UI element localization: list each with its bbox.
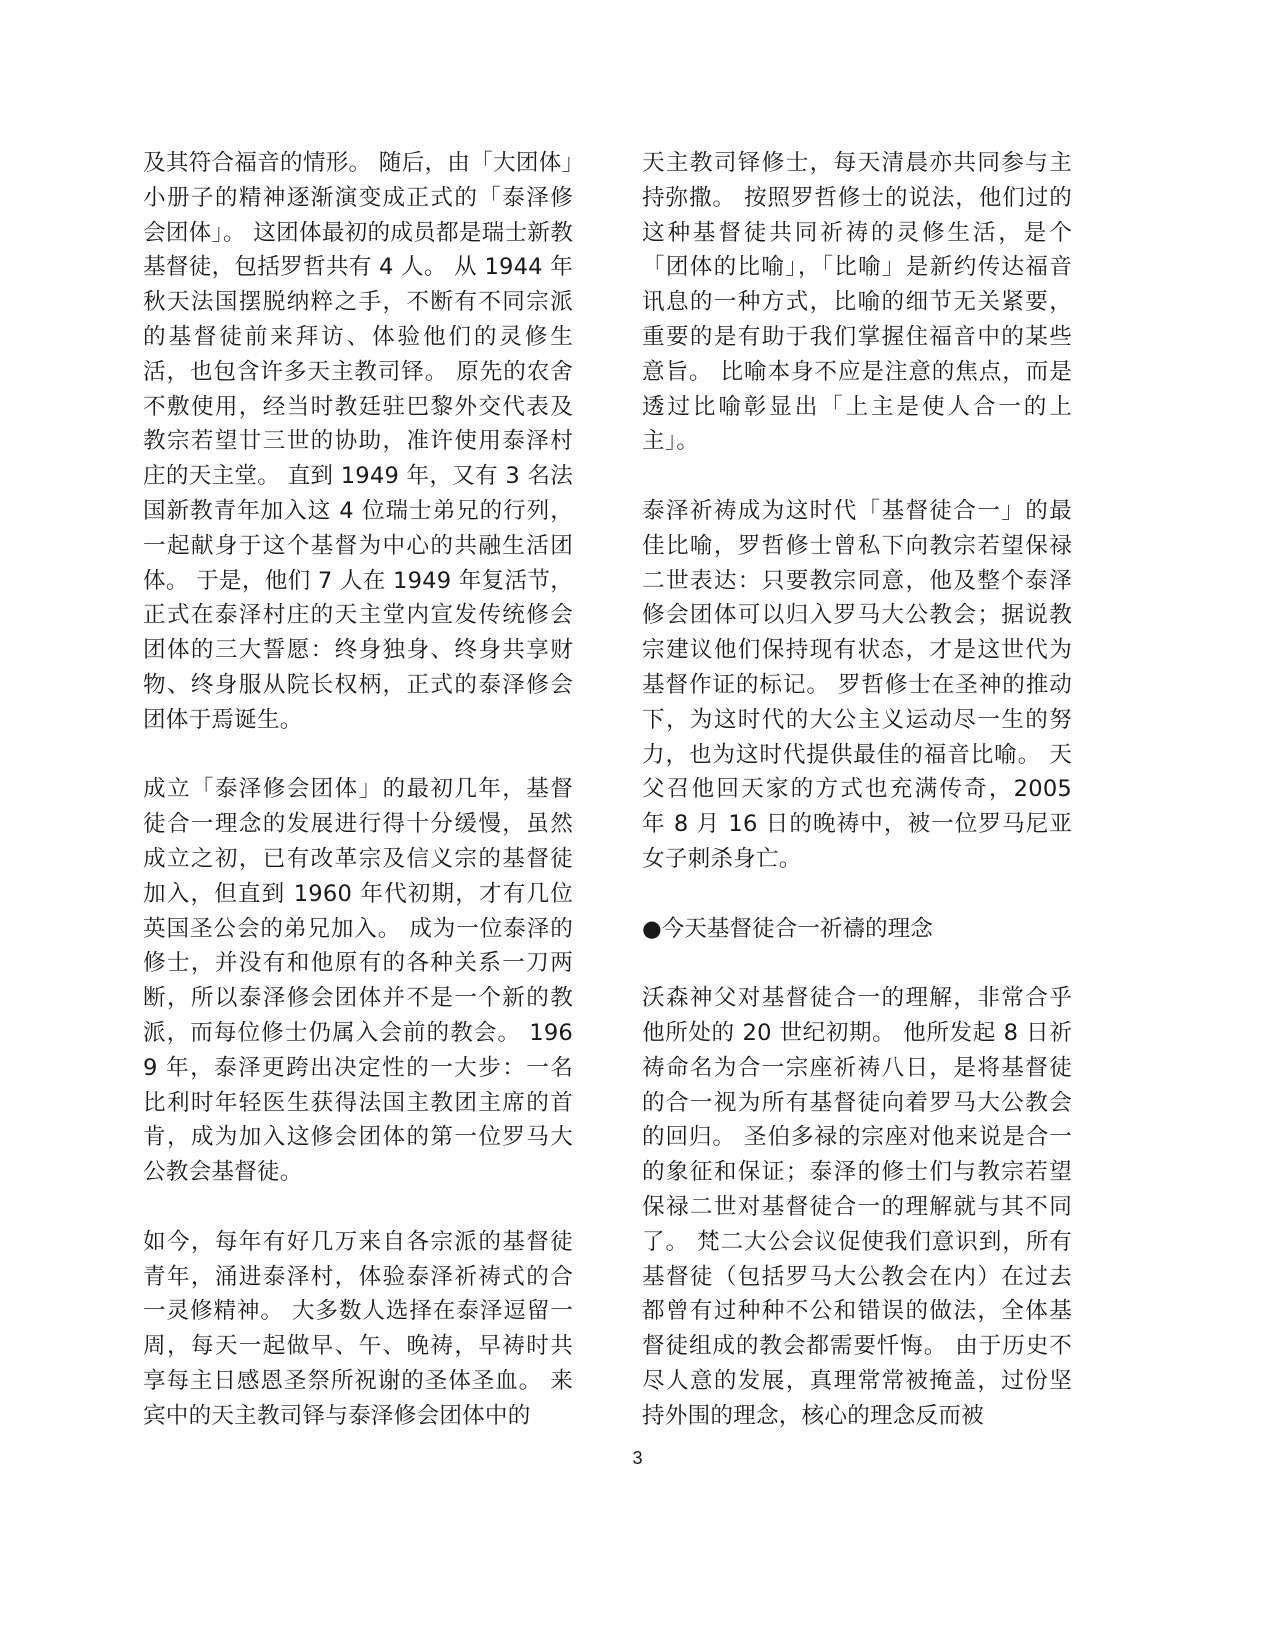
- body-paragraph: 成立「泰泽修会团体」的最初几年，基督徒合一理念的发展进行得十分缓慢，虽然成立之初，已有改革宗及信义宗的基督徒加入，但直到 1960 年代初期，才有几位英国圣公会的弟兄加入。 成为一位泰泽的修士，并没有和他原有的各种关系一刀两断，所以泰泽修会团体并不是一个新的教派，而每位修士仍属入会前的教会。 1969 年，泰泽更跨出决定性的一大步：一名比利时年轻医生获得法国主教团主席的首肯，成为加入这修会团体的第一位罗马大公教会基督徒。: [143, 776, 573, 1186]
- body-paragraph: 沃森神父对基督徒合一的理解，非常合乎他所处的 20 世纪初期。 他所发起 8 日祈祷命名为合一宗座祈祷八日，是将基督徒的合一视为所有基督徒向着罗马大公教会的回归。 圣伯多禄的宗座对他来说是合一的象征和保证；泰泽的修士们与教宗若望保禄二世对基督徒合一的理解就与其不同了。 梵二大公会议促使我们意识到，所有基督徒（包括罗马大公教会在内）在过去都曾有过种种不公和错误的做法，全体基督徒组成的教会都需要忏悔。 由于历史不尽人意的发展，真理常常被掩盖，过份坚持外围的理念，核心的理念反而被: [642, 985, 1072, 1429]
- left-column: [143, 146, 573, 1433]
- body-paragraph: 及其符合福音的情形。 随后，由「大团体」小册子的精神逐渐演变成正式的「泰泽修会团体」。 这团体最初的成员都是瑞士新教基督徒，包括罗哲共有 4 人。 从 1944 年秋天法国摆脱纳粹之手，不断有不同宗派的基督徒前来拜访、体验他们的灵修生活，也包含许多天主教司铎。 原先的农舍不敷使用，经当时教廷驻巴黎外交代表及教宗若望廿三世的协助，准许使用泰泽村庄的天主堂。 直到 1949 年，又有 3 名法国新教青年加入这 4 位瑞士弟兄的行列，一起献身于这个基督为中心的共融生活团体。 于是，他们 7 人在 1949 年复活节，正式在泰泽村庄的天主堂内宣发传统修会团体的三大誓愿：终身独身、终身共享财物、终身服从院长权柄，正式的泰泽修会团体于焉诞生。: [143, 150, 573, 733]
- page-number: 3: [632, 1448, 643, 1468]
- body-paragraph: 天主教司铎修士，每天清晨亦共同参与主持弥撒。 按照罗哲修士的说法，他们过的这种基督徒共同祈祷的灵修生活，是个「团体的比喻」，「比喻」是新约传达福音讯息的一种方式，比喻的细节无关紧要，重要的是有助于我们掌握住福音中的某些意旨。 比喻本身不应是注意的焦点，而是透过比喻彰显出「上主是使人合一的上主」。: [642, 150, 1072, 455]
- body-paragraph: 泰泽祈祷成为这时代「基督徒合一」的最佳比喻，罗哲修士曾私下向教宗若望保禄二世表达：只要教宗同意，他及整个泰泽修会团体可以归入罗马大公教会；据说教宗建议他们保持现有状态，才是这世代为基督作证的标记。 罗哲修士在圣神的推动下，为这时代的大公主义运动尽一生的努力，也为这时代提供最佳的福音比喻。 天父召他回天家的方式也充满传奇，2005 年 8 月 16 日的晚祷中，被一位罗马尼亚女子刺杀身亡。: [642, 497, 1072, 872]
- section-heading: ●今天基督徒合一祈禱的理念: [642, 915, 933, 942]
- body-paragraph: 如今，每年有好几万来自各宗派的基督徒青年，涌进泰泽村，体验泰泽祈祷式的合一灵修精神。 大多数人选择在泰泽逗留一周，每天一起做早、午、晚祷，早祷时共享每主日感恩圣祭所祝谢的圣体圣血。 来宾中的天主教司铎与泰泽修会团体中的: [143, 1228, 573, 1429]
- right-column: [642, 146, 1072, 1433]
